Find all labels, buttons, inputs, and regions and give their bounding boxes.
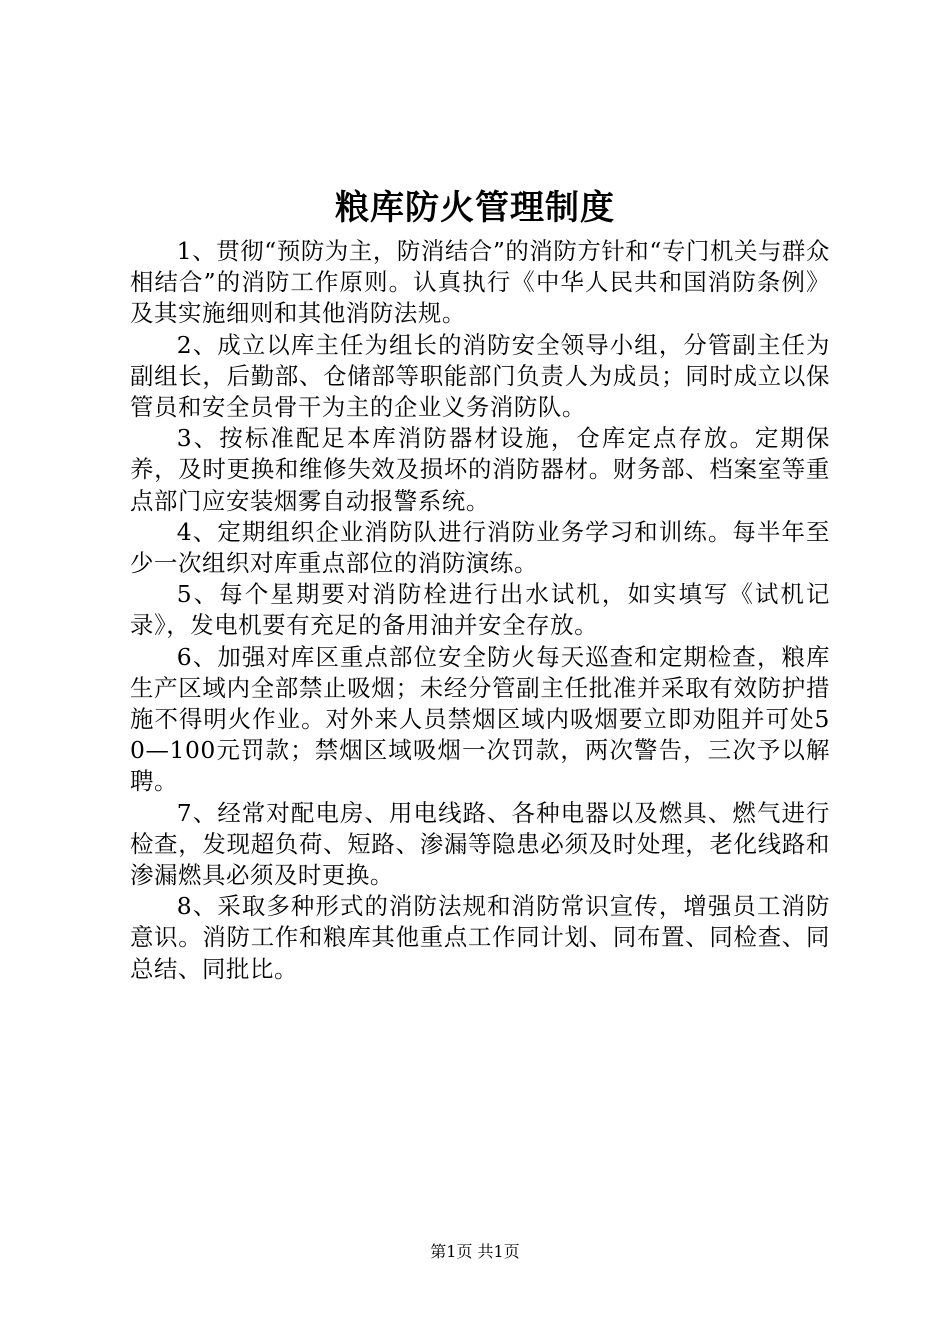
page-total: 共1页 [477, 1242, 520, 1261]
document-title: 粮库防火管理制度 [335, 188, 615, 228]
paragraph-1: 1、贯彻“预防为主，防消结合”的消防方针和“专门机关与群众相结合”的消防工作原则。认真执行《中华人民共和国消防条例》及其实施细则和其他消防法规。 [130, 237, 830, 328]
paragraph-3: 3、按标准配足本库消防器材设施，仓库定点存放。定期保养，及时更换和维修失效及损坏的消防器材。财务部、档案室等重点部门应安装烟雾自动报警系统。 [130, 424, 830, 515]
paragraph-4: 4、定期组织企业消防队进行消防业务学习和训练。每半年至少一次组织对库重点部位的消防演练。 [130, 517, 830, 578]
paragraph-7: 7、经常对配电房、用电线路、各种电器以及燃具、燃气进行检查，发现超负荷、短路、渗漏等隐患必须及时处理，老化线路和渗漏燃具必须及时更换。 [130, 798, 830, 890]
paragraph-2: 2、成立以库主任为组长的消防安全领导小组，分管副主任为副组长，后勤部、仓储部等职能部门负责人为成员；同时成立以保管员和安全员骨干为主的企业义务消防队。 [130, 330, 830, 422]
paragraph-8: 8、采取多种形式的消防法规和消防常识宣传，增强员工消防意识。消防工作和粮库其他重点工作同计划、同布置、同检查、同总结、同批比。 [130, 892, 830, 983]
page-footer [0, 1240, 950, 1264]
paragraph-6: 6、加强对库区重点部位安全防火每天巡查和定期检查，粮库生产区域内全部禁止吸烟；未经分管副主任批准并采取有效防护措施不得明火作业。对外来人员禁烟区域内吸烟要立即劝阻并可处50—100元罚款；禁烟区域吸烟一次罚款，两次警告，三次予以解聘。 [130, 642, 830, 796]
paragraph-5: 5、每个星期要对消防栓进行出水试机，如实填写《试机记录》，发电机要有充足的备用油并安全存放。 [130, 580, 830, 640]
document-body [130, 236, 830, 985]
page-number: 第1页 [430, 1242, 473, 1261]
